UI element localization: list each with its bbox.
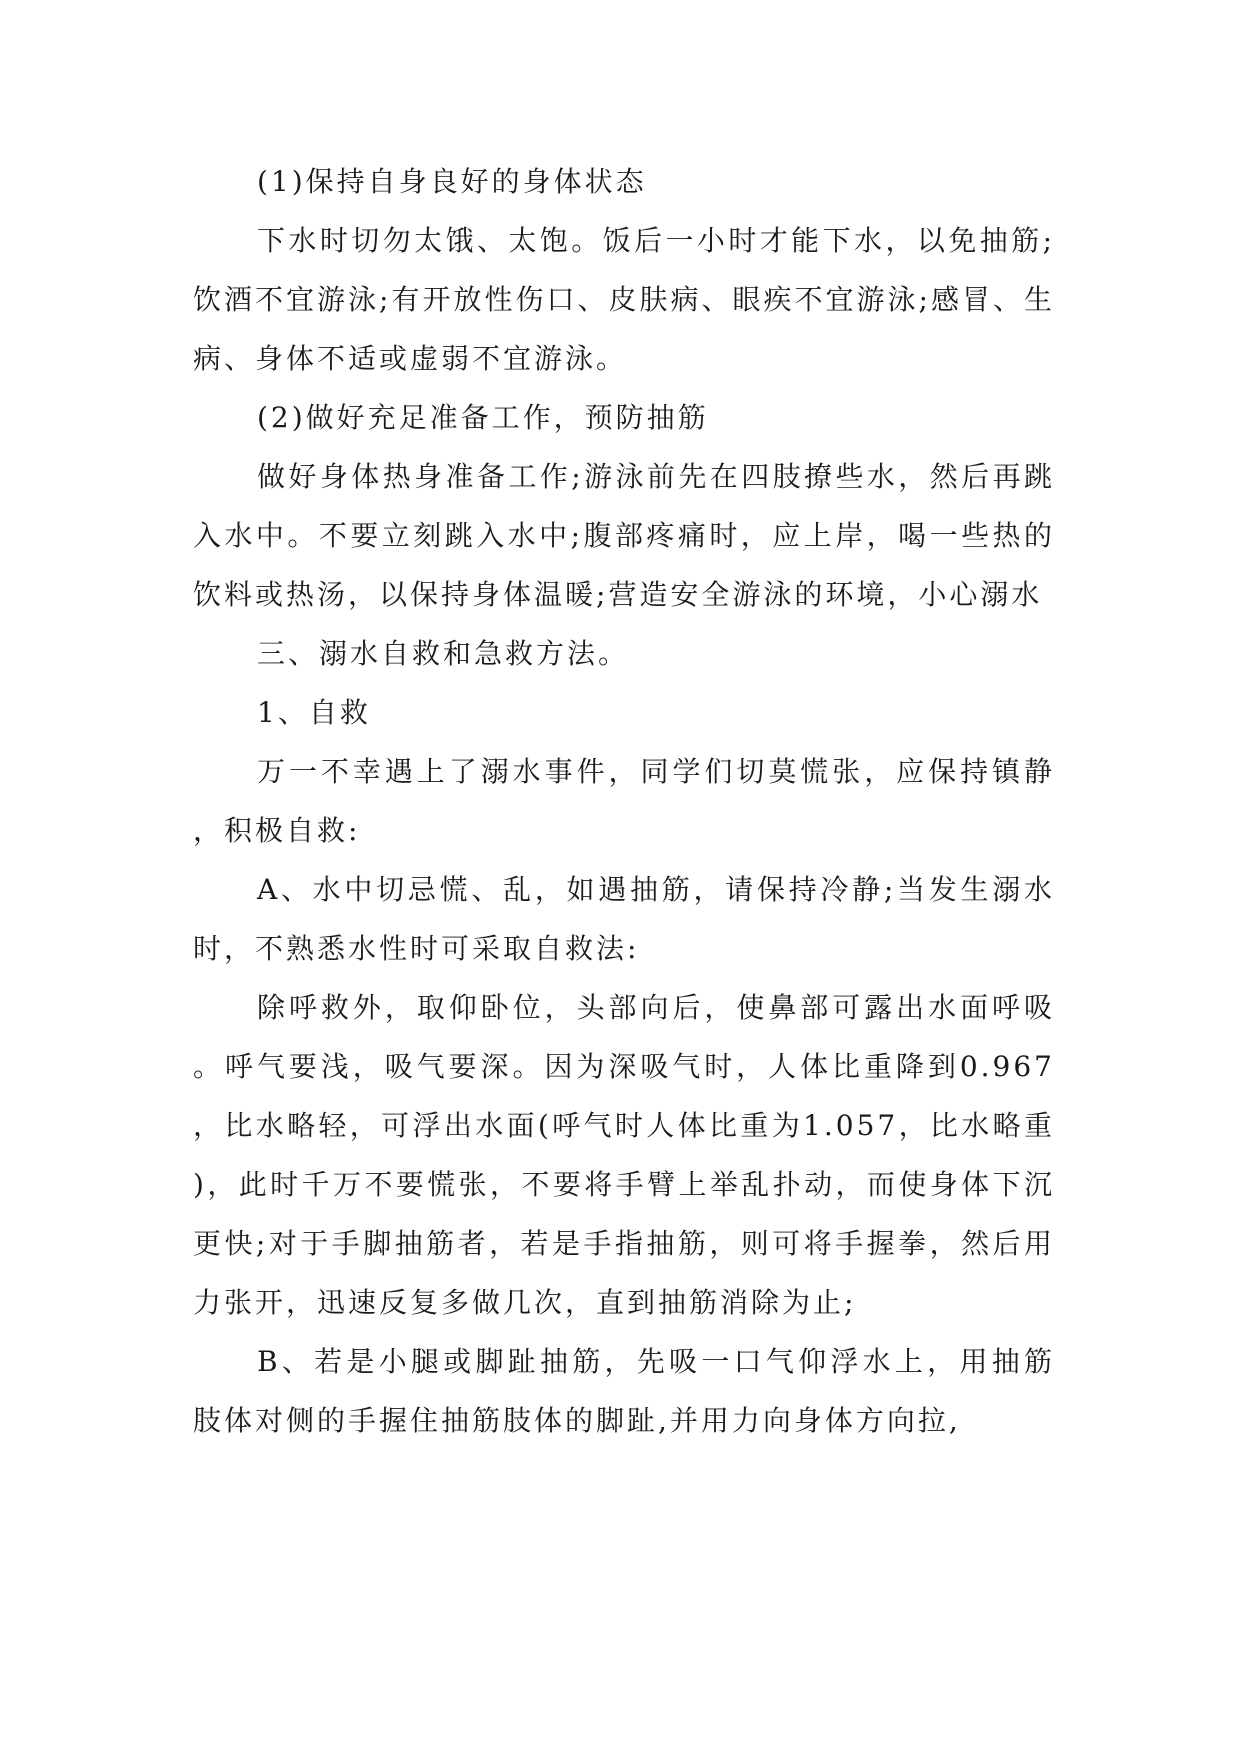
subheading-self-rescue: 1、自救	[257, 696, 371, 729]
paragraph-body-condition-advice: 下水时切勿太饿、太饱。饭后一小时才能下水，以免抽筋;饮酒不宜游泳;有开放性伤口、皮肤病、眼疾不宜游泳;感冒、生病、身体不适或虚弱不宜游泳。	[193, 224, 1055, 375]
paragraph-warmup-advice: 做好身体热身准备工作;游泳前先在四肢撩些水，然后再跳入水中。不要立刻跳入水中;腹部疼痛时，应上岸，喝一些热的饮料或热汤，以保持身体温暖;营造安全游泳的环境，小心溺水	[193, 460, 1055, 611]
paragraph-point-a: A、水中切忌慌、乱，如遇抽筋，请保持冷静;当发生溺水时，不熟悉水性时可采取自救法:	[193, 873, 1055, 965]
paragraph-point-b: B、若是小腿或脚趾抽筋，先吸一口气仰浮水上，用抽筋肢体对侧的手握住抽筋肢体的脚趾,并用力向身体方向拉,	[193, 1345, 1055, 1437]
paragraph-stay-calm: 万一不幸遇上了溺水事件，同学们切莫慌张，应保持镇静，积极自救:	[193, 755, 1055, 847]
paragraph-floating-technique: 除呼救外，取仰卧位，头部向后，使鼻部可露出水面呼吸。呼气要浅，吸气要深。因为深吸气时，人体比重降到0.967，比水略轻，可浮出水面(呼气时人体比重为1.057，比水略重)，此时千万不要慌张，不要将手臂上举乱扑动，而使身体下沉更快;对于手脚抽筋者，若是手指抽筋，则可将手握拳，然后用力张开，迅速反复多做几次，直到抽筋消除为止;	[193, 991, 1055, 1319]
heading-keep-good-condition: (1)保持自身良好的身体状态	[257, 165, 647, 198]
section-heading-self-rescue-methods: 三、溺水自救和急救方法。	[257, 637, 630, 670]
heading-prevent-cramps: (2)做好充足准备工作，预防抽筋	[257, 401, 709, 434]
document-body	[193, 152, 1055, 1450]
